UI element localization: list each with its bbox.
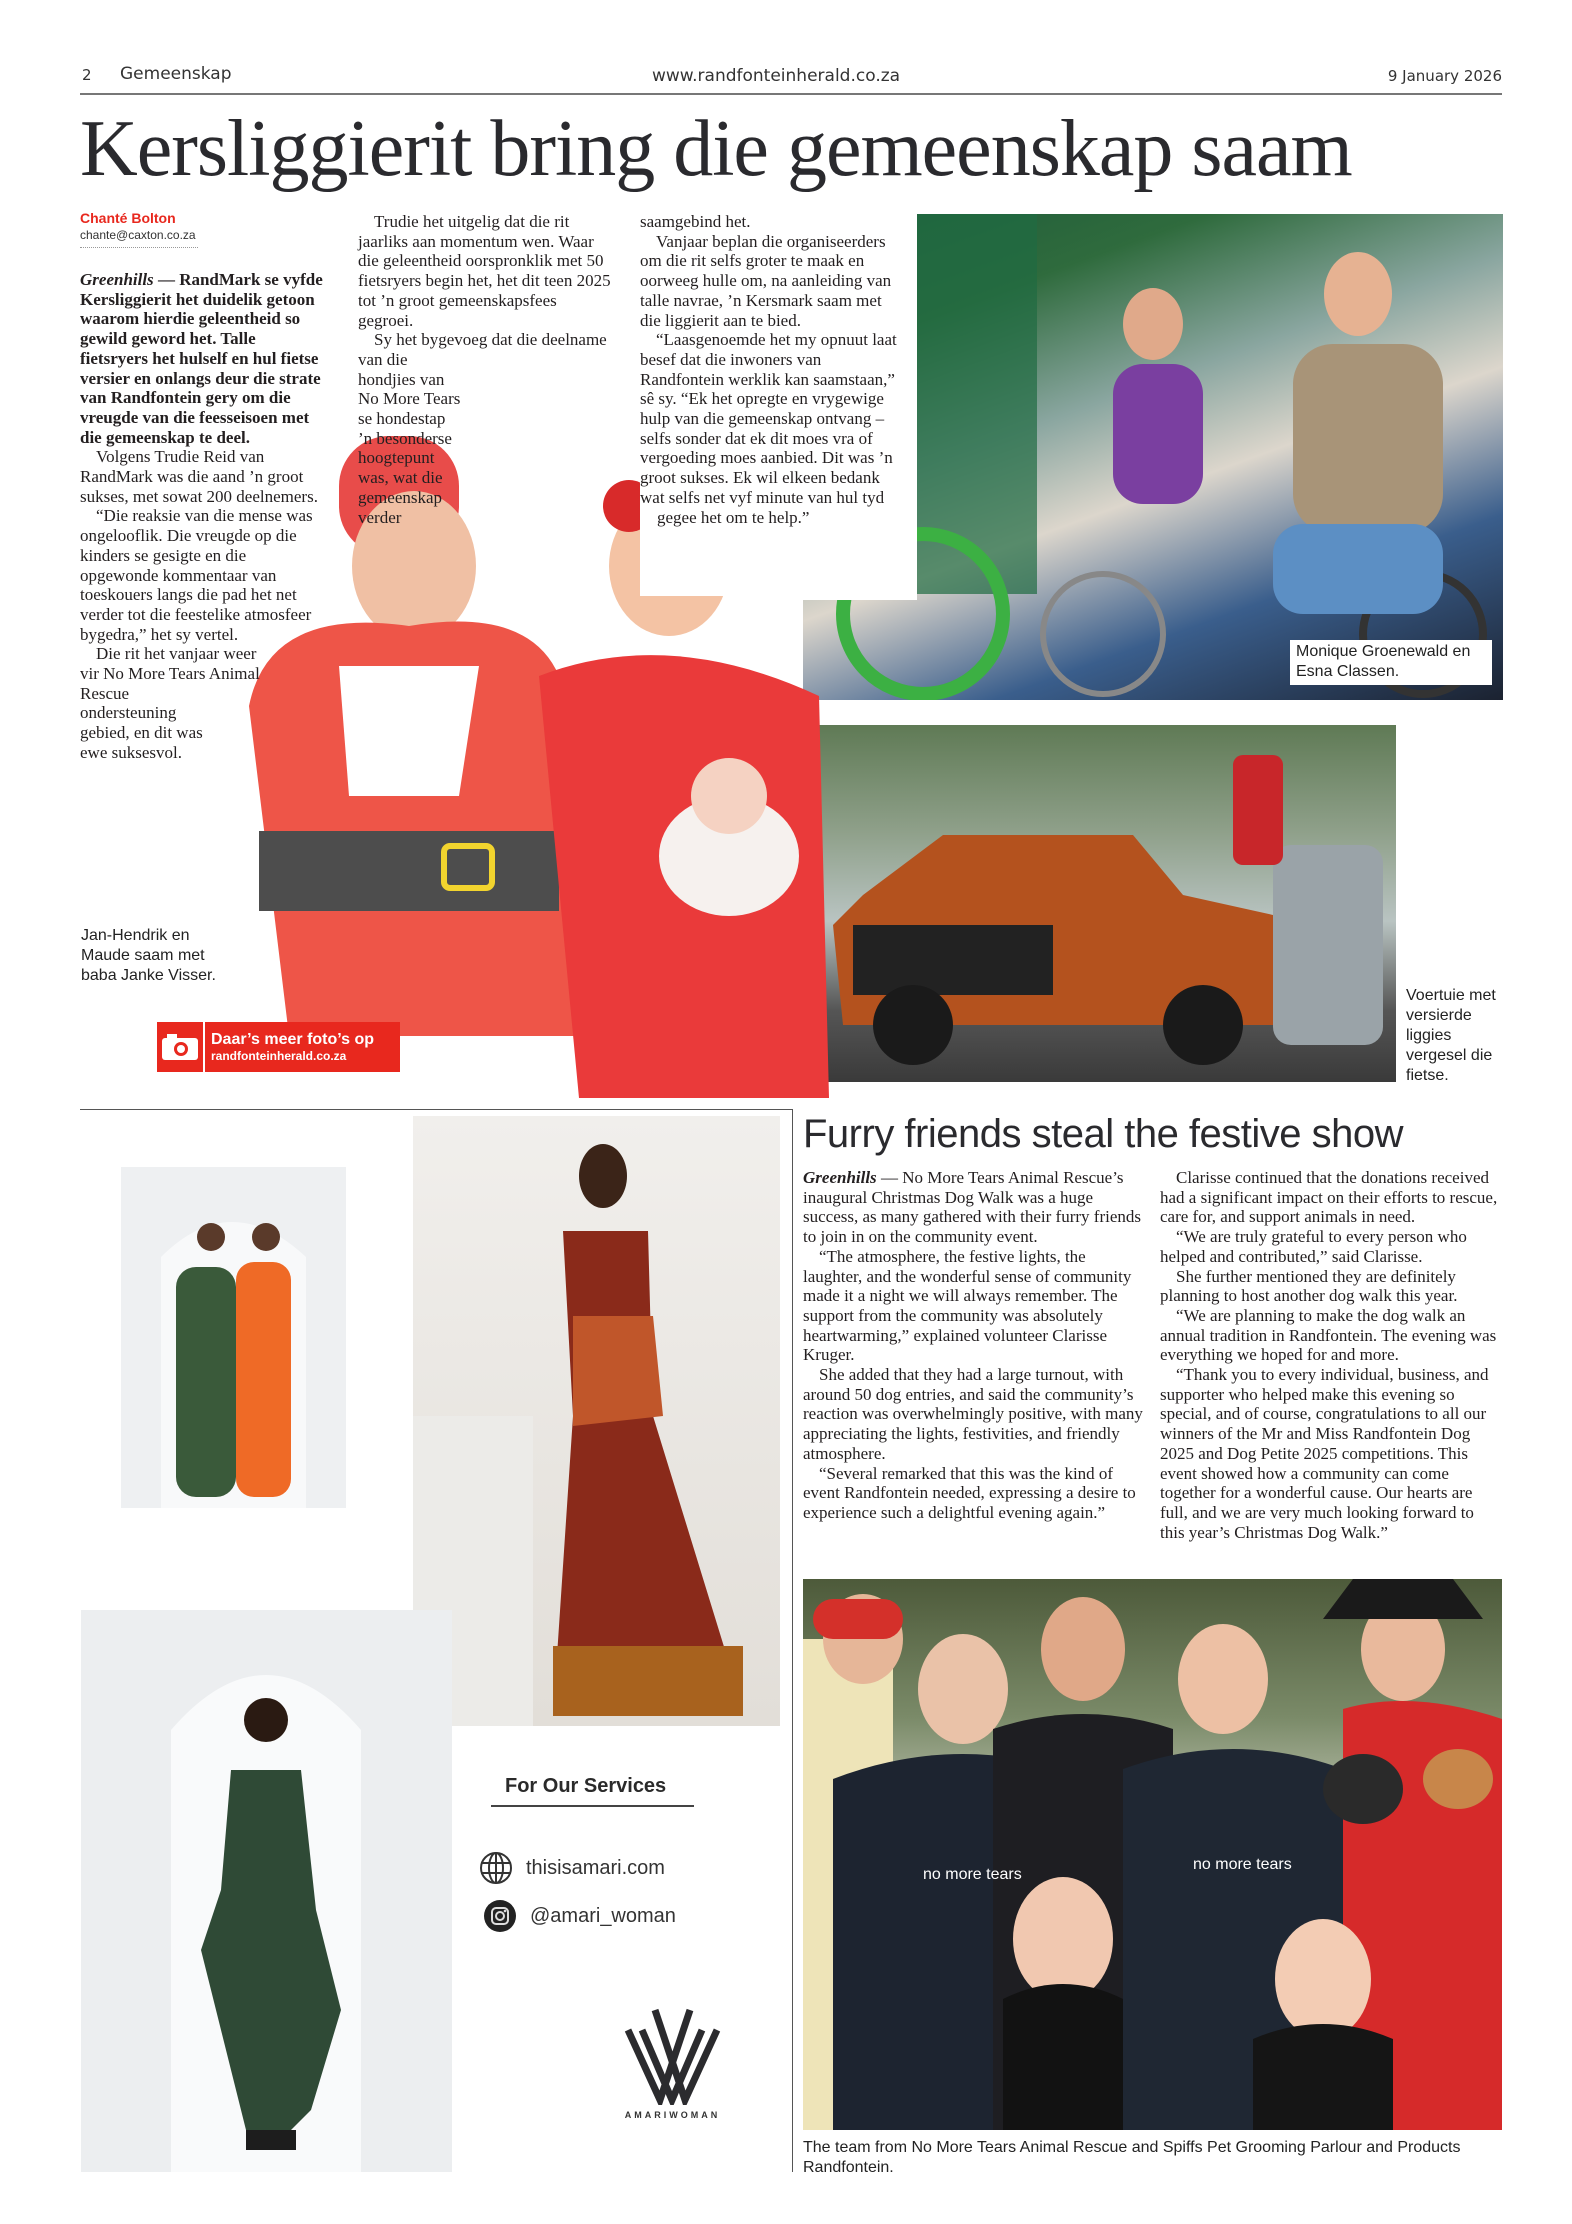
globe-icon	[478, 1850, 514, 1886]
article1-column-1	[80, 270, 324, 910]
instagram-icon	[484, 1900, 516, 1932]
fashion-photo-red-gown	[413, 1116, 780, 1726]
issue-date: 9 January 2026	[1387, 67, 1502, 85]
dateline: Greenhills	[803, 1168, 877, 1187]
vehicles-photo	[803, 725, 1396, 1082]
advert-instagram[interactable]	[484, 1900, 676, 1932]
paragraph: Sy het bygevoeg dat die deelname van die hondjies van No More Tears se hondestap ’n besonderse hoogtepunt was, wat die gemeenskap verder	[358, 330, 607, 527]
paragraph: “The atmosphere, the festive lights, the laughter, and the wonderful sense of community made it a night we will always remember. The support from the community was absolutely heartwarming,” explained volunteer Clarisse Kruger.	[803, 1246, 1132, 1365]
article1-column-2	[358, 212, 614, 552]
paragraph: “We are truly grateful to every person who helped and contributed,” said Clarisse.	[1160, 1227, 1467, 1266]
advert-heading: For Our Services	[505, 1775, 667, 1797]
article1-column-3	[640, 212, 898, 596]
intro-paragraph: — RandMark se vyfde Kersliggierit het duidelik getoon waarom hierdie geleentheid so gewild geword het. Talle fietsryers het hulself en hul fietse versier en onlangs deur die strate van Randfontein gery om die vreugde van die feesseisoen met die gemeenskap te deel.	[80, 270, 323, 447]
amariwoman-logo	[620, 2000, 725, 2120]
fashion-photo-back	[81, 1610, 452, 2172]
paragraph: Die rit het vanjaar weer vir No More Tears Animal Rescue ondersteuning gebied, en dit was ewe suksesvol.	[80, 644, 260, 762]
paragraph: “Thank you to every individual, business, and supporter who helped make this evening so special, and of course, congratulations to all our winners of the Mr and Miss Randfontein Dog 2025 and Dog Petite 2025 competitions. This event showed how a community can come together for a wonderful cause. Our hearts are full, and we are very much looking forward to this year’s Christmas Dog Walk.”	[1160, 1365, 1489, 1542]
author-email[interactable]: chante@caxton.co.za	[80, 228, 196, 242]
advert-instagram-text: @amari_woman	[530, 1904, 676, 1927]
header-rule	[80, 93, 1502, 95]
paragraph: She added that they had a large turnout, with around 50 dog entries, and said the community’s reaction was overwhelmingly positive, with many appreciating the lights, festivities, and friendly atmosphere.	[803, 1365, 1143, 1463]
website-link[interactable]: www.randfonteinherald.co.za	[652, 66, 901, 86]
article-headline: Kersliggierit bring die gemeenskap saam	[80, 105, 1352, 193]
promo-line: Daar’s meer foto’s op	[211, 1030, 375, 1048]
dateline: Greenhills	[80, 270, 154, 289]
cyclists-photo	[803, 214, 1503, 700]
paragraph: “Die reaksie van die mense was ongelooflik. Die vreugde op die kinders se gesigte en die opgewonde kommentaar van toeskouers langs die pad het net verder tot die feestelike atmosfeer bygedra,” het sy vertel.	[80, 506, 313, 644]
paragraph: Volgens Trudie Reid van RandMark was die aand ’n groot sukses, met sowat 200 deelnemers.	[80, 447, 318, 506]
paragraph: — No More Tears Animal Rescue’s inaugural Christmas Dog Walk was a huge success, as many gathered with their furry friends to join in on the community event.	[803, 1168, 1141, 1247]
more-photos-banner[interactable]	[157, 1022, 400, 1072]
paragraph: She further mentioned they are definitely planning to host another dog walk this year.	[1160, 1266, 1458, 1306]
cyclists-illustration	[803, 214, 1503, 700]
advert-heading-rule	[491, 1805, 694, 1807]
paragraph: saamgebind het.	[640, 212, 751, 231]
cyclists-caption: Monique Groenewald en Esna Classen.	[1290, 640, 1492, 685]
byline-divider	[80, 247, 198, 248]
brand-name: AMARIWOMAN	[624, 2110, 721, 2120]
shirt-logo-text: no more tears	[923, 1866, 1022, 1883]
article2-headline: Furry friends steal the festive show	[803, 1112, 1404, 1156]
paragraph: Trudie het uitgelig dat die rit jaarliks aan momentum wen. Waar die geleentheid oorspronklik met 50 fietsryers begin het, het dit teen 2025 tot ’n groot gemeenskapsfees gegroei.	[358, 212, 611, 330]
dog-walk-team-photo	[803, 1579, 1502, 2130]
dog-walk-caption: The team from No More Tears Animal Rescue and Spiffs Pet Grooming Parlour and Products Randfontein.	[803, 2139, 1461, 2176]
advert-website[interactable]	[478, 1850, 665, 1886]
paragraph: “Laasgenoemde het my opnuut laat besef dat die inwoners van Randfontein werklik kan saamstaan,” sê sy. “Ek het opregte en vrygewige hulp van die gemeenskap ontvang – selfs sonder dat ek dit moes vra of vergoeding moes aanbied. Dit was ’n groot sukses. Ek wil elkeen bedank wat selfs net vyf minute van hul tyd gegee het om te help.”	[640, 330, 897, 527]
section-divider	[80, 1109, 793, 1110]
paragraph: “Several remarked that this was the kind of event Randfontein needed, expressing a desire to experience such a delightful evening again.”	[803, 1463, 1136, 1522]
paragraph: “We are planning to make the dog walk an annual tradition in Randfontein. The evening was everything we hoped for and more.	[1160, 1305, 1497, 1365]
shirt-logo-text: no more tears	[1193, 1856, 1292, 1873]
family-caption: Jan-Hendrik en Maude saam met baba Janke Visser.	[81, 927, 216, 984]
vehicles-caption: Voertuie met versierde liggies vergesel die fietse.	[1406, 987, 1496, 1084]
promo-url[interactable]: randfonteinherald.co.za	[211, 1048, 347, 1063]
article2-column-2	[1160, 1168, 1502, 1542]
section-name: Gemeenskap	[120, 64, 232, 84]
paragraph: Clarisse continued that the donations received had a significant impact on their efforts to rescue, care for, and support animals in need.	[1160, 1168, 1498, 1227]
author-name: Chanté Bolton	[80, 210, 176, 226]
page-number: 2	[82, 66, 92, 84]
article2-column-1	[803, 1168, 1149, 1523]
advert-website-text: thisisamari.com	[526, 1856, 665, 1879]
paragraph: Vanjaar beplan die organiseerders om die rit selfs groter te maak en oorweeg hulle om, na aanleiding van talle navrae, ’n Kersmark saam met die liggierit aan te bied.	[640, 231, 892, 330]
column-divider	[792, 1109, 793, 2172]
fashion-photo-pair	[121, 1167, 346, 1508]
camera-icon	[157, 1022, 205, 1072]
